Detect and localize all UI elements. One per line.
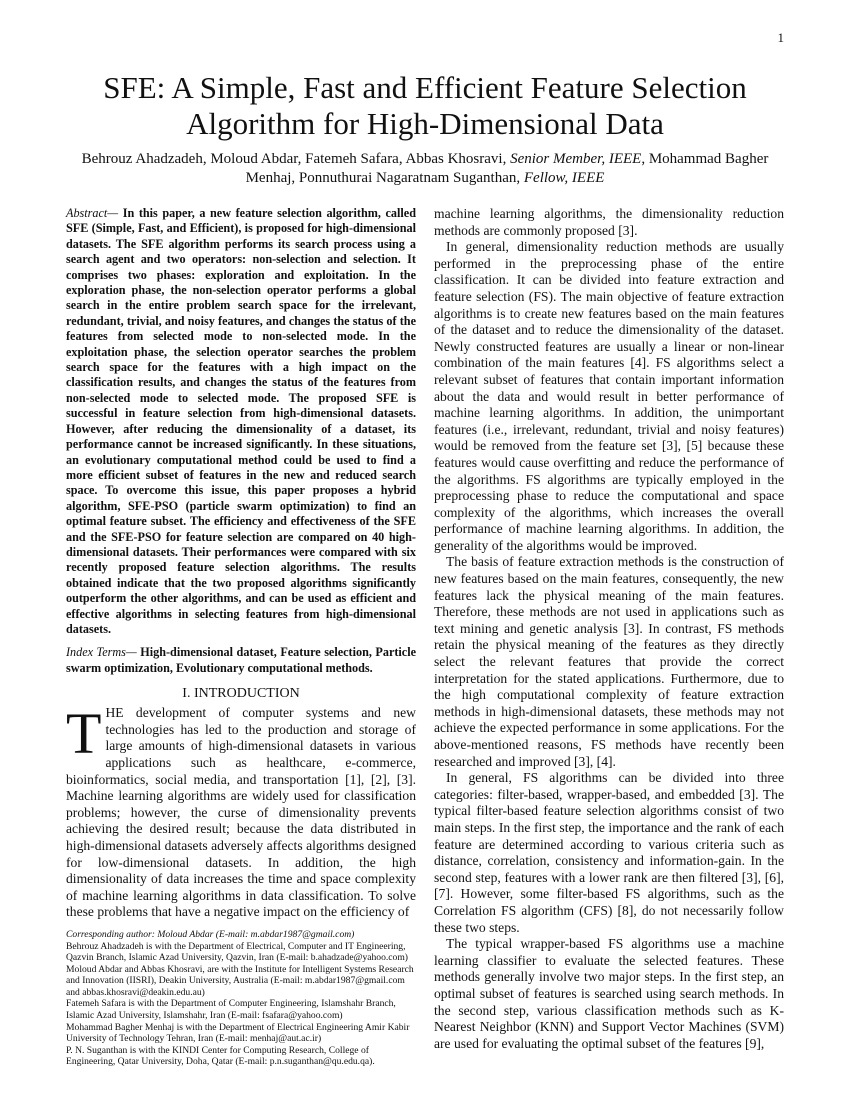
index-terms — [66, 645, 416, 676]
intro-lead-caps: HE — [105, 705, 124, 721]
right-column — [434, 206, 784, 1052]
section-heading-rest: NTRODUCTION — [198, 686, 300, 702]
section-heading-number: I. I — [182, 686, 199, 702]
drop-cap: T — [66, 701, 102, 767]
footnote-item: P. N. Suganthan is with the KINDI Center for Computing Research, College of Engineering, Qatar University, Doha, Qatar (E-mail: p.n.suganthan@qu.edu.qa). — [66, 1044, 375, 1068]
page-number: 1 — [777, 30, 784, 45]
author-list — [60, 150, 790, 188]
index-terms-body: High-dimensional dataset, Feature selection, Particle swarm optimization, Evolutionary computational methods. — [66, 645, 417, 675]
abstract-lead: Abstract— — [66, 206, 119, 220]
footnote-item: Moloud Abdar and Abbas Khosravi, are with the Institute for Intelligent Systems Research and Innovation (IISRI), Deakin University, Australia (E-mail: m.abdar1987@gmail.com and abbas.khosravi@deakin.edu.au) — [66, 963, 414, 998]
body-paragraph: In general, dimensionality reduction methods are usually performed in the preprocessing phase of the entire classification. It can be divided into feature extraction and feature selection (FS). The main objective of feature extraction algorithms is to create new features based on the main features of the dataset and to reduce the dimensionality of the dataset. Newly constructed features are usually a linear or non-linear combination of the main features [4]. FS algorithms select a relevant subset of features that contain important information about the data and would result in better performance of machine learning algorithms. In addition, the unimportant features (i.e., irrelevant, redundant, trivial and noisy features) would be removed from the feature set [3], [5] because these features would cause overfitting and reduce the performance of the algorithms. FS algorithms are typically employed in the preprocessing phase to reduce the computational and space complexity of the algorithms, which increases the overall performance of machine learning algorithms. In addition, the generality of the algorithms would be improved. — [434, 239, 784, 553]
body-paragraph: The basis of feature extraction methods is the construction of new features based on the main features, consequently, the new features lack the physical meaning of the main features. Therefore, these methods are not used in applications such as text mining and genetic analysis [3]. In contrast, FS methods retain the physical meaning of the features as they directly select the relevant features that provide the correct interpretation for the stated applications. Furthermore, due to the high computational complexity of feature extraction methods in high-dimensional datasets, these methods may not achieve the expected performance in some applications. For the above-mentioned reasons, FS methods have recently been researched and improved [3], [4]. — [434, 554, 784, 769]
authors-part-1: Behrouz Ahadzadeh, Moloud Abdar, Fatemeh Safara, Abbas Khosravi, — [81, 151, 507, 167]
section-heading-introduction — [66, 685, 416, 703]
authors-part-2: , Mohammad Bagher Menhaj, Ponnuthurai Nagaratnam Suganthan, — [245, 151, 769, 186]
abstract-body: In this paper, a new feature selection algorithm, called SFE (Simple, Fast, and Efficient), is proposed for high-dimensional datasets. The SFE algorithm performs its search process using a search agent and two operators: non-selection and selection. It comprises two phases: exploration and exploitation. In the exploration phase, the non-selection operator performs a global search in the entire problem search space for the irrelevant, redundant, trivial, and noisy features, and changes the status of the features from selected mode to non-selected mode. In the exploitation phase, the selection operator searches the problem search space for the features with a high impact on the classification results, and changes the status of the features from non-selected mode to selected mode. The proposed SFE is successful in feature selection from high-dimensional datasets. However, after reducing the dimensionality of a dataset, its performance cannot be increased significantly. In these situations, an evolutionary computational method could be used to find a more efficient subset of features in the new and reduced search space. To overcome this issue, this paper proposes a hybrid algorithm, SFE-PSO (particle swarm optimization) to find an optimal feature subset. The efficiency and effectiveness of the SFE and the SFE-PSO for feature selection are compared on 40 high-dimensional datasets. Their performances were compared with six recently proposed feature selection algorithms. The results obtained indicate that the two proposed algorithms significantly outperform the other algorithms, and can be used as efficient and effective algorithms in selecting features from high-dimensional datasets. — [66, 206, 416, 636]
introduction-paragraph — [66, 701, 416, 921]
index-terms-lead: Index Terms— — [66, 645, 137, 660]
footnote-item: Behrouz Ahadzadeh is with the Department of Electrical, Computer and IT Engineering, Qazvin Branch, Islamic Azad University, Qazvin, Iran (E-mail: b.ahadzade@yahoo.com) — [66, 940, 409, 964]
body-paragraph: In general, FS algorithms can be divided into three categories: filter-based, wrapper-based, and embedded [3]. The typical filter-based feature selection algorithms consist of two main steps. In the first step, the importance and the rank of each feature are determined according to various criteria such as distance, correlation, consistency and information-gain. In the second step, features with a lower rank are then filtered [3], [6], [7]. However, some filter-based FS algorithms, such as the Correlation FS algorithm (CFS) [8], do not necessarily follow these two steps. — [434, 770, 784, 935]
left-column — [66, 206, 416, 1068]
abstract — [66, 206, 416, 637]
corresponding-author-note: Corresponding author: Moloud Abdar (E-mail: m.abdar1987@gmail.com) — [66, 928, 355, 940]
body-paragraph: machine learning algorithms, the dimensionality reduction methods are commonly proposed [3]. — [434, 206, 784, 238]
fellow-label: Fellow, IEEE — [523, 170, 605, 186]
body-paragraph: The typical wrapper-based FS algorithms use a machine learning classifier to evaluate the selected features. These methods generally involve two major steps. In the first step, an optimal subset of features is searched using search methods. In the second step, various classification methods such as K-Nearest Neighbor (KNN) and Support Vector Machines (SVM) are used for evaluating the optimal subset of the features [9], — [434, 936, 784, 1051]
intro-body: development of computer systems and new technologies has led to the production and storage of large amounts of high-dimensional datasets in various applications such as healthcare, e-commerce, bioinformatics, social media, and transportation [1], [2], [3]. Machine learning algorithms are widely used for classification problems; however, the curse of dimensionality prevents achieving the desired result; because the data distributed in high-dimensional datasets adversely affects algorithms designed for low-dimensional datasets. In addition, the high dimensionality of data increases the time and space complexity of machine learning algorithms in data classification. To solve these problems that have a negative impact on the efficiency of — [66, 705, 416, 920]
footnote-item: Fatemeh Safara is with the Department of Computer Engineering, Islamshahr Branch, Islamic Azad University, Islamshahr, Iran (E-mail: fsafara@yahoo.com) — [66, 998, 396, 1022]
footnotes — [66, 929, 416, 1068]
footnote-item: Mohammad Bagher Menhaj is with the Department of Electrical Engineering Amir Kabir University of Technology Tehran, Iran (E-mail: menhaj@aut.ac.ir) — [66, 1021, 410, 1045]
paper-title: SFE: A Simple, Fast and Efficient Feature Selection Algorithm for High-Dimensional Data — [103, 70, 747, 141]
senior-member-label: Senior Member, IEEE — [510, 151, 642, 167]
